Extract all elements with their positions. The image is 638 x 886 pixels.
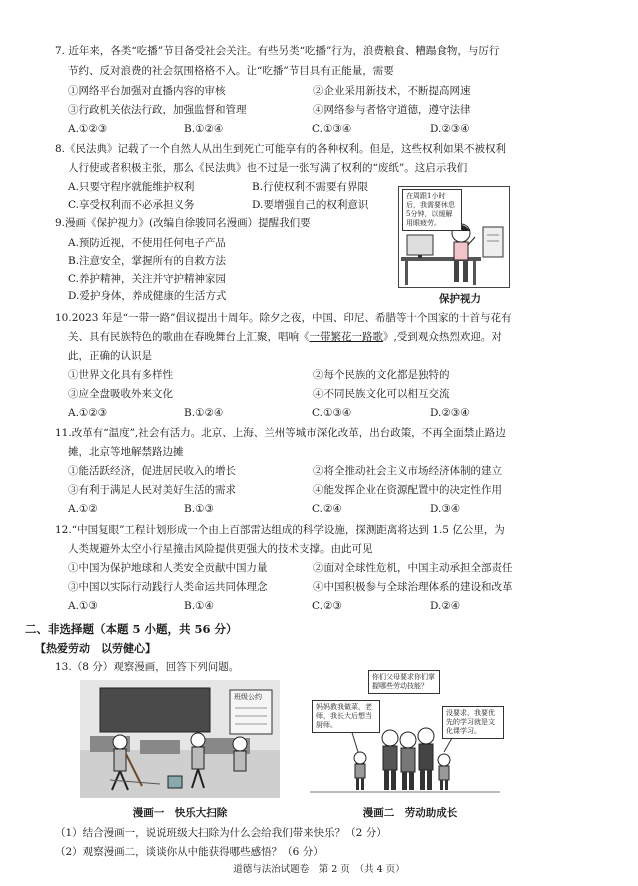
q7-choice-b: B.①②④ [184,123,224,135]
q10-stem-line2 [68,330,502,344]
q8-choice-b: B.行使权利不需要有界限 [252,181,369,193]
q11-choice-c: C.②④ [312,503,342,515]
q7-choice-d: D.②③④ [430,123,470,135]
q8-choice-a: A.只要守程序就能维护权利 [68,181,195,193]
q7-option-2: ②企业采用新技术，不断提高网速 [313,85,471,97]
q11-option-4: ④能发挥企业在资源配置中的决定性作用 [313,484,502,496]
class-rules-board-label: 班级公约 [234,693,262,701]
q11-choice-a: A.①② [68,503,98,515]
q11-option-1: ①能活跃经济，促进居民收入的增长 [68,465,236,477]
q9-speech-bubble: 在周跟1小时后，我需要休息5分钟，以缓解用眼疲劳。 [402,189,462,231]
q10-song-title: 一带繁花一路歌 [309,331,383,343]
q12-stem-line1: 12.“中国复眼”工程计划形成一个由上百部雷达组成的科学设施，探测距离将达到 1.5 亿公里，为 [55,524,505,536]
q9-choice-c: C.养护精神，关注并守护精神家园 [68,273,226,285]
q9-choice-d: D.爱护身体，养成健康的生活方式 [68,290,227,302]
protect-eyesight-cartoon [398,186,510,288]
q12-option-2: ②面对全球性危机，中国主动承担全部责任 [313,562,513,574]
cartoon2-caption: 漫画二 劳动助成长 [362,807,458,819]
q10-choice-d: D.②③④ [430,407,470,419]
q7-option-3: ③行政机关依法行政，加强监督和管理 [68,104,247,116]
q8-choice-d: D.要增强自己的权利意识 [252,199,369,211]
q9-choice-a: A.预防近视，不使用任何电子产品 [68,237,226,249]
section-title: 二、非选择题（本题 5 小题，共 56 分） [25,622,238,636]
q13-parent-answer-bubble: 没要求，我要优先的学习就是文化课学习。 [442,706,504,739]
q12-choice-a: A.①③ [68,600,98,612]
q11-choice-b: B.①③ [184,503,214,515]
q13-subquestion-1: （1）结合漫画一，说说班级大扫除为什么会给我们带来快乐？（2 分） [55,827,387,839]
q7-stem-line1: 7. 近年来，各类“吃播”节目备受社会关注。有些另类“吃播”行为，浪费粮食、糟蹋食物，与厉行 [55,45,500,57]
q10-stem-line1: 10.2023 年是“一带一路”倡议提出十周年。除夕之夜，中国、印尼、希腊等十个国家的十首与花有 [55,312,512,324]
q8-choice-c: C.享受权利而不必承担义务 [68,199,195,211]
labor-growth-cartoon [310,666,500,796]
q12-option-3: ③中国以实际行动践行人类命运共同体理念 [68,581,268,593]
q12-choice-d: D.②④ [430,600,461,612]
q8-stem-line1: 8.《民法典》记载了一个自然人从出生到死亡可能享有的各种权利。但是，这些权利如果不被权利 [55,143,507,155]
q9-stem: 9.漫画《保护视力》(改编自徐骏同名漫画）提醒我们要 [55,217,311,229]
q11-option-2: ②将全推动社会主义市场经济体制的建立 [313,465,502,477]
q13-child-answer-bubble: 妈妈教我做菜，老师，我长大后想当厨师。 [312,700,380,733]
q12-choice-c: C.②③ [312,600,342,612]
section-theme-tag: 【热爱劳动 以劳健心】 [35,642,156,655]
q10-option-1: ①世界文化具有多样性 [68,369,173,381]
q9-cartoon-caption: 保护视力 [439,293,481,305]
q13-stem: 13.（8 分）观察漫画，回答下列问题。 [55,661,240,673]
q11-stem-line1: 11.改革有“温度”,社会有活力。北京、上海、兰州等城市深化改革，出台政策，不再全面禁止路边 [55,427,506,439]
q11-option-3: ③有利于满足人民对美好生活的需求 [68,484,236,496]
q10-stem-line3: 此，正确的认识是 [68,350,152,362]
q12-option-1: ①中国为保护地球和人类安全贡献中国力量 [68,562,268,574]
cartoon1-caption: 漫画一 快乐大扫除 [132,807,228,819]
page-footer: 道德与法治试题卷 第 2 页 （共 4 页） [233,864,405,875]
q12-option-4: ④中国积极参与全球治理体系的建设和改革 [313,581,513,593]
q7-option-4: ④网络参与者恪守道德，遵守法律 [313,104,471,116]
q10-option-3: ③应全盘吸收外来文化 [68,388,173,400]
cleaning-cartoon [80,680,280,798]
q7-option-1: ①网络平台加强对直播内容的审核 [68,85,226,97]
q11-choice-d: D.③④ [430,503,461,515]
q13-subquestion-2: （2）观察漫画二，谈谈你从中能获得哪些感悟？（6 分） [55,846,324,858]
q7-stem-line2: 节约、反对浪费的社会氛围格格不入。让“吃播”节目具有正能量，需要 [68,65,394,77]
q12-stem-line2: 人类规避外太空小行星撞击风险提供更强大的技术支撑。由此可见 [68,543,373,555]
q10-option-4: ④不同民族文化可以相互交流 [313,388,450,400]
q12-choice-b: B.①④ [184,600,214,612]
q13-question-bubble: 你们父母要求你们掌握哪些劳动技能？ [368,670,440,694]
q10-option-2: ②每个民族的文化都是独特的 [313,369,450,381]
q8-stem-line2: 人行使或者积极主张，那么《民法典》也不过是一张写满了权利的“废纸”。这启示我们 [68,162,468,174]
q9-choice-b: B.注意安全，掌握所有的自救方法 [68,255,227,267]
q10-choice-b: B.①②④ [184,407,224,419]
q10-choice-c: C.①③④ [312,407,352,419]
q10-stem-line2-part3: 》,受到观众热烈欢迎。对 [383,331,502,343]
q10-choice-a: A.①②③ [68,407,108,419]
q10-stem-line2-part1: 关、具有民族特色的歌曲在春晚舞台上汇聚，唱响《 [68,331,310,343]
q7-choice-c: C.①③④ [312,123,352,135]
q11-stem-line2: 摊，北京等地解禁路边摊 [68,446,184,458]
q7-choice-a: A.①②③ [68,123,108,135]
